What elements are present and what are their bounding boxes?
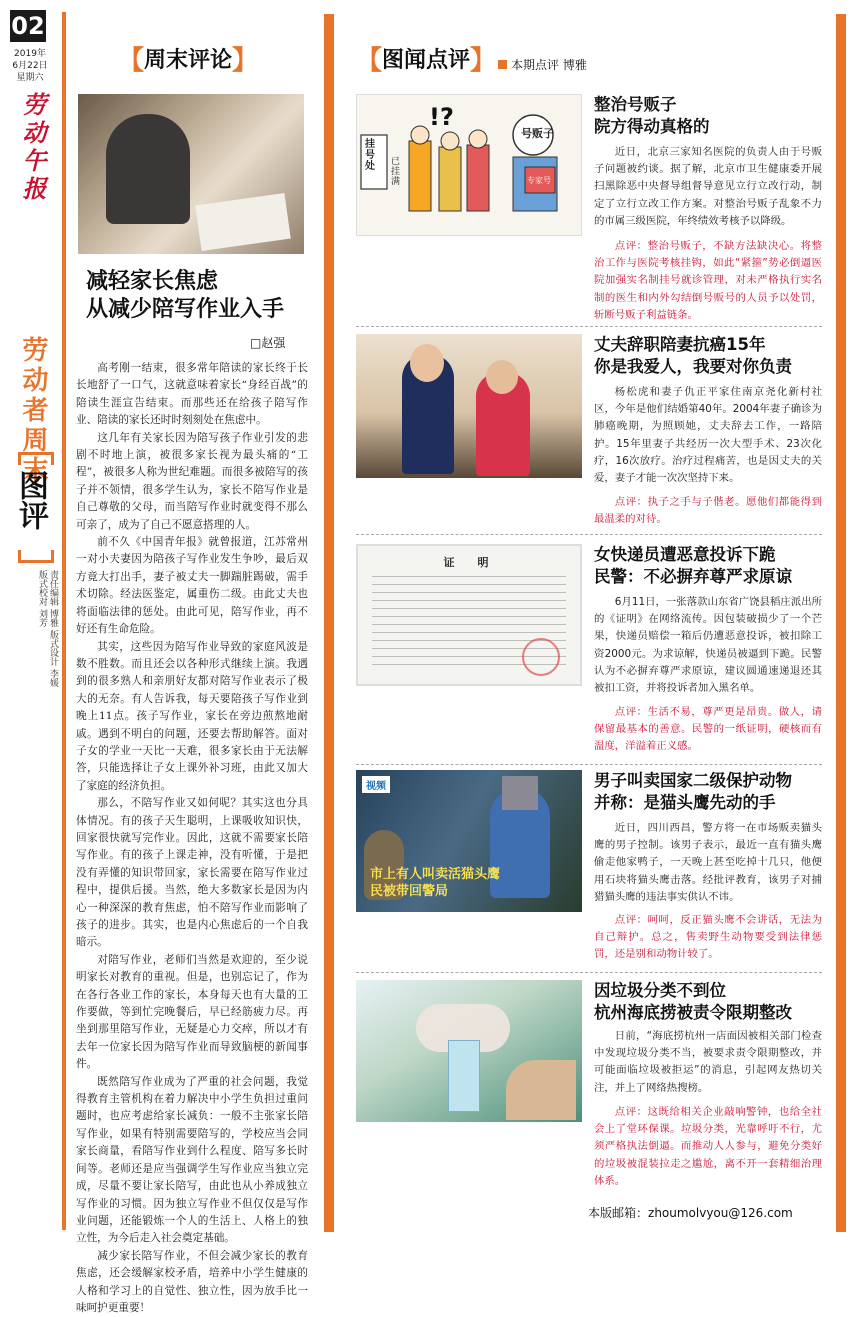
story-body	[594, 820, 822, 906]
story-title-line: 丈夫辞职陪妻抗癌15年	[594, 335, 766, 354]
owl-video-still	[356, 770, 582, 912]
video-caption	[370, 866, 500, 900]
headline-line: 减轻家长焦虑	[86, 269, 219, 294]
story-separator	[356, 326, 822, 327]
story-paragraph: 近日，北京三家知名医院的负责人由于号贩子问题被约谈。据了解，北京市卫生健康委开展扫黑除恶中央督导组督导意见立行立改行动，制定了立行立改工作方案。对整治号贩子乱象不力的市属三级医院，年终绩效考核予以降级。	[594, 146, 822, 227]
story-title-line: 男子叫卖国家二级保护动物	[594, 771, 792, 790]
date-year: 2019年	[14, 49, 46, 59]
left-rail-divider	[62, 12, 66, 1230]
cartoon-label-window: 挂号处	[365, 139, 375, 172]
story-paragraph: 日前，“海底捞杭州一店面因被相关部门检查中发现垃圾分类不当，被要求责令限期整改，并可能面临垃圾被拒运”的消息，引起网友热切关注，并上了网络热搜榜。	[594, 1030, 822, 1094]
square-bullet-icon	[498, 60, 507, 69]
host-label	[498, 56, 587, 73]
article-paragraph: 前不久《中国青年报》就曾报道，江苏常州一对小夫妻因为陪孩子写作业发生争吵，最后双方竟大打出手，妻子被丈夫一脚踹脏踢破，需手术切除。经法医鉴定，属重伤二级。由此丈夫也将面临法律的惩处。由此可见，陪写作业，再不好还有生命危险。	[76, 536, 308, 636]
column-header-weekend-review	[118, 40, 258, 77]
headline-line: 从减少陪写作业入手	[86, 297, 285, 322]
cartoon-label-full: 已挂满	[391, 157, 401, 187]
bracket-open: 【	[118, 46, 145, 76]
photo-husband-face	[410, 344, 444, 382]
story-title-line: 因垃圾分类不到位	[594, 981, 726, 1000]
article-paragraph: 既然陪写作业成为了严重的社会问题，我觉得教育主管机构在着力解决中小学生负担过重问题时，也应考虑给家长减负：一般不主张家长陪写作业，如果有特别需要陪写的，学校应当会同家长商量，看陪写作业到什么程度、陪写多长时间等。老师还是应当强调学生写作业应当独立完成，尽量不要让家长陪写，由此也从小养成独立写作业的习惯。因为独立写作业不但仅仅是写作业问题，还能锻炼一个人的生活上、人格上的独立性，为今后走入社会奠定基础。	[76, 1075, 308, 1245]
story-body	[594, 384, 822, 487]
right-edge-bar	[836, 14, 846, 1232]
email-label: 本版邮箱：	[588, 1206, 649, 1220]
story-body	[594, 144, 822, 230]
story-title	[594, 980, 822, 1024]
photo-figure	[106, 114, 190, 224]
story-title-line: 整治号贩子	[594, 95, 677, 114]
newspaper-logo: 劳动午报	[18, 92, 47, 204]
comment-paragraph: 点评：执子之手与子偕老。愿他们都能得到最温柔的对待。	[594, 496, 822, 526]
story-comment	[594, 1104, 822, 1190]
page-number: 02	[11, 12, 45, 40]
column-title: 周末评论	[144, 48, 233, 73]
story-title-line: 并称：是猫头鹰先动的手	[594, 793, 776, 812]
article-paragraph: 这几年有关家长因为陪写孩子作业引发的悲剧不时地上演，被很多家长视为最头痛的“工程”，被很多人称为世纪难题。而很多被陪写的孩子并不领情，很多学生认为，家长不陪写作业是自己尊敬的父母，而当陪写作业时就变得不那么可亲了，成为了自己不愿意搭理的人。	[76, 431, 308, 531]
editor-credits	[10, 570, 58, 690]
article-paragraph: 减少家长陪写作业，不但会减少家长的教育焦虑，还会缓解家校矛盾，培养中小学生健康的人格和学习上的自觉性、独立性，因为放手比一味呵护更重要！	[76, 1249, 308, 1314]
cartoon-illustration	[356, 94, 582, 236]
column-divider	[324, 14, 334, 1232]
cartoon-label-scalper: 号贩子	[521, 127, 554, 140]
photo-bottle	[448, 1040, 480, 1112]
story-separator	[356, 972, 822, 973]
certificate-photo	[356, 544, 582, 686]
article-paragraph: 其实，这些因为陪写作业导致的家庭风波是数不胜数。而且还会以各种形式继续上演。我遇到的很多熟人和亲朋好友都对陪写作业表示了极大的无奈。有人告诉我，每天要陪孩子写作业到晚上11点。孩子写作业，家长在旁边煎熬地耐戚。遇到不明白的问题，还要去帮助解答。面对子女的学业一天比一天难，很多家长由于无法解答，只能选择让子女上课外补习班，由此又加大了家庭的经济负担。	[76, 640, 308, 792]
story-title-line: 你是我爱人，我要对你负责	[594, 357, 792, 376]
video-badge: 视频	[362, 776, 390, 793]
date-day: 6月22日	[12, 61, 48, 71]
cartoon-label-ticket: 专家号	[527, 176, 551, 185]
bracket-close: 】	[470, 46, 497, 76]
story-separator	[356, 534, 822, 535]
story-comment	[594, 238, 822, 324]
editor-credit: 版式校对 刘芳	[37, 570, 47, 627]
article-byline: □赵强	[250, 336, 286, 350]
story-comment	[594, 912, 822, 964]
garbage-sorting-photo	[356, 980, 582, 1122]
column-header-picture-review	[356, 40, 496, 77]
email-address[interactable]: zhoumolvyou@126.com	[648, 1206, 793, 1220]
red-seal-icon	[522, 638, 560, 676]
story-body	[594, 1028, 822, 1097]
story-title-line: 院方得动真格的	[594, 117, 710, 136]
caption-line: 民被带回警局	[370, 884, 449, 899]
section-weekly: 劳动者周末	[18, 336, 48, 486]
editorial-email	[588, 1204, 793, 1221]
couple-photo	[356, 334, 582, 478]
comment-paragraph: 点评：生活不易，尊严更是昂贵。做人，请保留最基本的善意。民警的一纸证明，硬核而有温度，洋溢着正义感。	[594, 706, 822, 753]
story-paragraph: 6月11日，一张落款山东省广饶县稻庄派出所的《证明》在网络流传。因包装破损少了一个芒果，快递员赔偿一箱后仍遭恶意投诉，被扣除工资2000元。为求谅解，快递员被逼到下跪。民警认为不必摒弃尊严求原谅，建议圆通速递退还其被扣工资，并将投诉者加入黑名单。	[594, 596, 822, 695]
photo-wife-face	[486, 360, 518, 394]
bracket-close: 】	[232, 46, 259, 76]
bracket-bottom	[18, 550, 54, 563]
comment-paragraph: 点评：整治号贩子，不缺方法缺决心。将整治工作与医院考核挂钩，如此“紧箍”势必倒逼医院加强实名制挂号就诊管理，对未严格执行实名制的医生和内外勾结倒号贩号的人员予以处罚，斩断号贩子利益链条。	[594, 240, 822, 321]
story-title	[594, 770, 822, 814]
column-title: 图闻点评	[382, 48, 471, 73]
story-title	[594, 94, 822, 138]
story-title	[594, 544, 822, 588]
photo-book	[195, 193, 291, 251]
story-paragraph: 近日，四川西昌，警方将一在市场贩卖猫头鹰的男子控制。该男子表示，最近一直有猫头鹰偷走他家鸭子，一天晚上甚至吃掉十几只，他便用石块将猫头鹰击落。经批评教育，该男子对捕猎猫头鹰的违法事实供认不讳。	[594, 822, 822, 903]
section-name: 图评	[13, 470, 48, 530]
bracket-open: 【	[356, 46, 383, 76]
story-paragraph: 杨松虎和妻子仇正平家住南京尧化新村社区，今年是他们结婚第40年。2004年妻子确诊为肺癌晚期，为照顾她，丈夫辞去工作，一路陪护。15年里妻子共经历一次大型手术、23次化疗，16次放疗。治疗过程痛苦，也是因丈夫的关爱，妻子才能一次次坚持下来。	[594, 386, 822, 485]
blurred-face	[502, 776, 538, 810]
host-text: 本期点评 博雅	[511, 58, 587, 72]
svg-text:!?: !?	[429, 103, 454, 131]
article-paragraph: 对陪写作业，老师们当然是欢迎的，至少说明家长对教育的重视。但是，也别忘记了，作为在各行各业工作的家长，本身每天也有大量的工作要做，等到忙完晚餐后，早已经筋疲力尽。再坐到那里陪写作业，无疑是心力交瘁，所以才有去年一位家长因为陪写作业而导致脑梗的新闻事件。	[76, 953, 308, 1071]
story-title-line: 杭州海底捞被责令限期整改	[594, 1003, 792, 1022]
story-comment	[594, 494, 822, 528]
story-title-line: 民警：不必摒弃尊严求原谅	[594, 567, 792, 586]
story-body	[594, 594, 822, 697]
story-comment	[594, 704, 822, 756]
article-paragraph: 那么，不陪写作业又如何呢？其实这也分具体情况。有的孩子天生聪明，上课吸收知识快，回家很快就写完作业。因此，这就不需要家长陪写作业。有的孩子上课走神，没有听懂，于是把没有弄懂的知识带回家，家长需要在陪写作业过程中，提供后援。当然，绝大多数家长是因为内心一种深深的教育焦虑，怕不陪写作业而影响了孩子的进步。其实，也是内心焦虑后的一个自我暗示。	[76, 797, 308, 949]
caption-line: 市上有人叫卖活猫头鹰	[370, 867, 501, 882]
article-paragraph: 高考刚一结束，很多常年陪读的家长终于长长地舒了一口气，这就意味着家长“身经百战”的陪读生涯宣告结束。而那些还在给孩子陪写作业、陪读的家长还时时刻刻处在焦虑中。	[76, 362, 308, 427]
homework-photo	[78, 94, 304, 254]
weekday: 星期六	[16, 73, 44, 83]
story-title-line: 女快递员遭恶意投诉下跪	[594, 545, 776, 564]
comment-paragraph: 点评：呵呵，反正猫头鹰不会讲话，无法为自己辩护。总之，售卖野生动物要受到法律惩罚，还是别和动物计较了。	[594, 914, 822, 961]
article-body	[76, 360, 308, 1317]
story-separator	[356, 764, 822, 765]
bracket-top	[18, 452, 54, 465]
editor-credit: 责任编辑 博雅	[48, 570, 58, 627]
editor-credit: 版式设计 李媛	[48, 629, 58, 687]
story-title	[594, 334, 822, 378]
article-headline	[86, 268, 306, 324]
photo-arm	[506, 1060, 576, 1120]
comment-paragraph: 点评：这既给相关企业敲响警钟，也给全社会上了堂环保课。垃圾分类，光靠呼吁不行，尤须严格执法倒逼。而推动人人参与，避免分类好的垃圾被混装拉走之尴尬，离不开一套精细治理体系。	[594, 1106, 822, 1187]
date-block	[8, 48, 52, 84]
certificate-title: 证 明	[443, 556, 495, 569]
